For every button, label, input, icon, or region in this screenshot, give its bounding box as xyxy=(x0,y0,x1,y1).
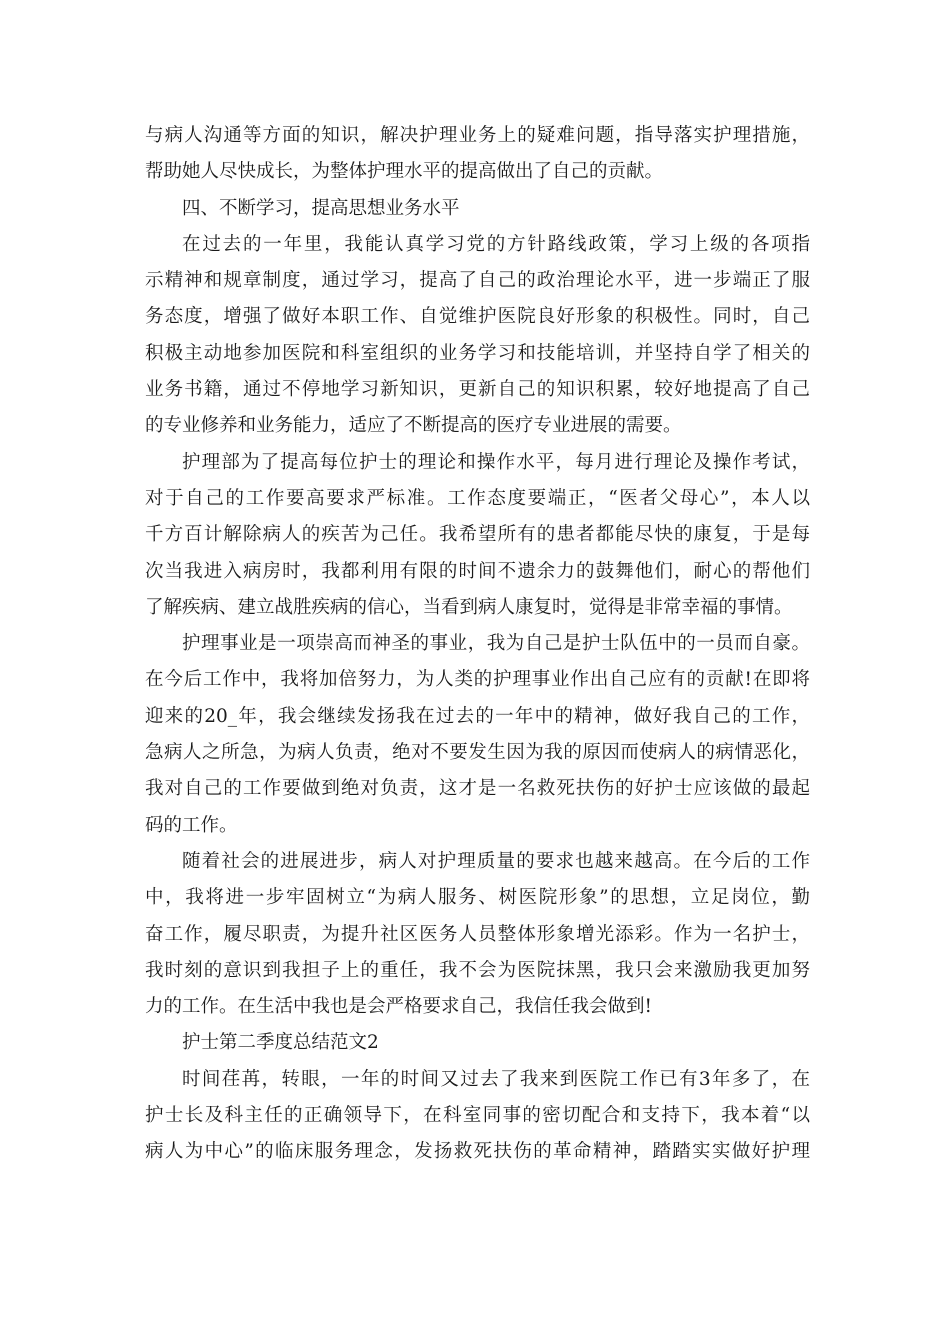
text-line: 千方百计解除病人的疾苦为己任。我希望所有的患者都能尽快的康复，于是每 xyxy=(145,524,810,546)
text-line: 四、不断学习，提高思想业务水平 xyxy=(182,197,460,219)
text-line: 力的工作。在生活中我也是会严格要求自己，我信任我会做到! xyxy=(145,996,652,1018)
text-line: 业务书籍，通过不停地学习新知识，更新自己的知识积累，较好地提高了自己 xyxy=(145,379,810,401)
text-line: 护士第二季度总结范文2 xyxy=(182,1032,379,1054)
text-line: 我时刻的意识到我担子上的重任，我不会为医院抹黑，我只会来激励我更加努 xyxy=(145,959,810,981)
text-line: 奋工作，履尽职责，为提升社区医务人员整体形象增光添彩。作为一名护士， xyxy=(145,923,810,945)
text-line: 护理事业是一项崇高而神圣的事业，我为自己是护士队伍中的一员而自豪。 xyxy=(182,633,810,655)
text-line: 时间荏苒，转眼，一年的时间又过去了我来到医院工作已有3年多了，在 xyxy=(182,1068,810,1090)
text-line: 急病人之所急，为病人负责，绝对不要发生因为我的原因而使病人的病情恶化， xyxy=(145,742,810,764)
text-line: 我对自己的工作要做到绝对负责，这才是一名救死扶伤的好护士应该做的最起 xyxy=(145,778,810,800)
text-line: 病人为中心”的临床服务理念，发扬救死扶伤的革命精神，踏踏实实做好护理 xyxy=(145,1141,810,1163)
text-line: 的专业修养和业务能力，适应了不断提高的医疗专业进展的需要。 xyxy=(145,415,682,437)
text-line: 积极主动地参加医院和科室组织的业务学习和技能培训，并坚持自学了相关的 xyxy=(145,342,810,364)
text-line: 迎来的20_年，我会继续发扬我在过去的一年中的精神，做好我自己的工作， xyxy=(145,705,810,727)
document-body xyxy=(145,118,810,1171)
text-line: 护理部为了提高每位护士的理论和操作水平，每月进行理论及操作考试， xyxy=(182,451,810,473)
text-line: 与病人沟通等方面的知识，解决护理业务上的疑难问题，指导落实护理措施， xyxy=(145,125,810,146)
text-line: 在今后工作中，我将加倍努力，为人类的护理事业作出自己应有的贡献!在即将 xyxy=(145,669,810,691)
text-line: 码的工作。 xyxy=(145,814,238,836)
text-line: 示精神和规章制度，通过学习，提高了自己的政治理论水平，进一步端正了服 xyxy=(145,270,810,292)
text-line: 护士长及科主任的正确领导下，在科室同事的密切配合和支持下，我本着“以 xyxy=(145,1105,810,1127)
text-line: 中，我将进一步牢固树立“为病人服务、树医院形象”的思想，立足岗位，勤 xyxy=(145,887,810,909)
text-line: 次当我进入病房时，我都利用有限的时间不遗余力的鼓舞他们，耐心的帮他们 xyxy=(145,560,810,582)
text-line: 对于自己的工作要高要求严标准。工作态度要端正，“医者父母心”，本人以 xyxy=(145,487,810,509)
text-line: 随着社会的进展进步，病人对护理质量的要求也越来越高。在今后的工作 xyxy=(182,850,810,872)
text-line: 在过去的一年里，我能认真学习党的方针路线政策，学习上级的各项指 xyxy=(182,233,810,255)
text-line: 了解疾病、建立战胜疾病的信心，当看到病人康复时，觉得是非常幸福的事情。 xyxy=(145,596,793,618)
text-line: 务态度，增强了做好本职工作、自觉维护医院良好形象的积极性。同时，自己 xyxy=(145,306,810,328)
text-line: 帮助她人尽快成长，为整体护理水平的提高做出了自己的贡献。 xyxy=(145,161,664,183)
